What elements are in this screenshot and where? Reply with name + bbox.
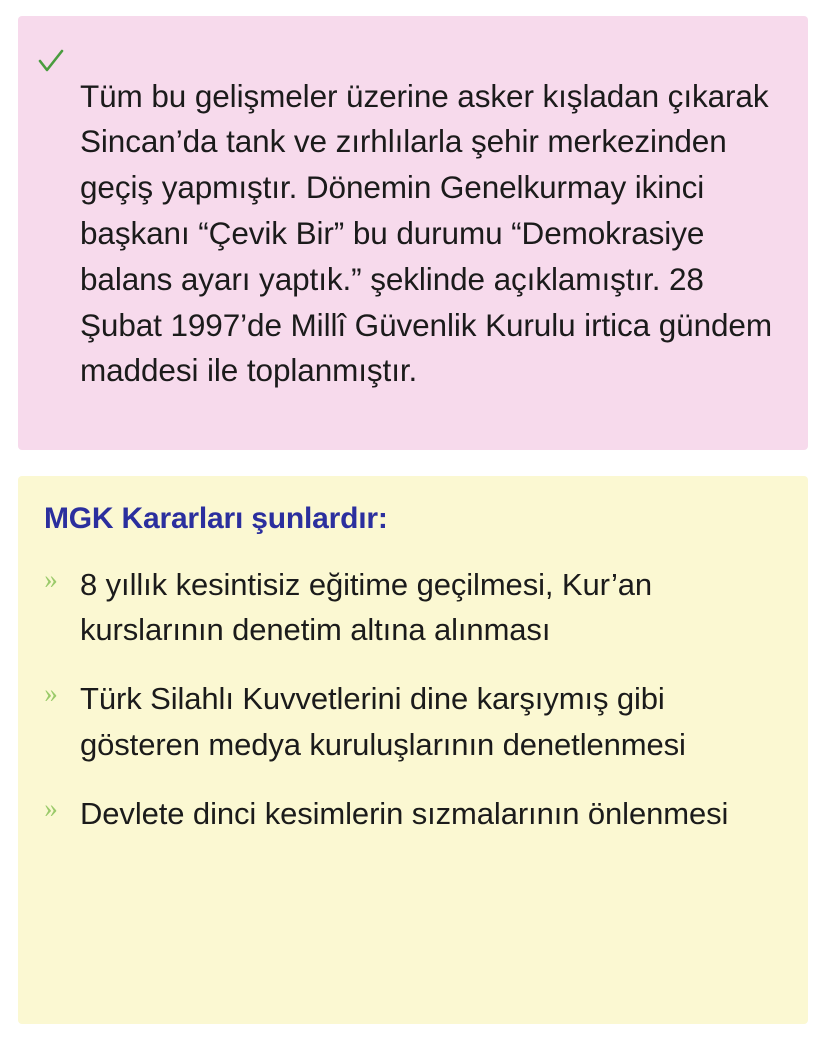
pink-paragraph: Tüm bu gelişmeler üzerine asker kışladan çıkarak Sincan’da tank ve zırhlılarla şehir merkezinden geçiş yapmıştır. Dönemin Genelkurmay ikinci başkanı “Çevik Bir” bu durumu “Demokrasiye balans ayarı yaptık.” şeklinde açıklamıştır. 28 Şubat 1997’de Millî Güvenlik Kurulu irtica gündem maddesi ile toplanmıştır. [80,77,772,389]
pink-callout-card [18,16,808,450]
chevron-bullet-icon: » [44,678,58,709]
yellow-list-card [18,476,808,1024]
check-icon [38,48,64,78]
list-item [40,791,784,836]
chevron-bullet-icon: » [44,792,58,823]
list-item [40,562,784,653]
section-heading: MGK Kararları şunlardır: [44,501,388,535]
chevron-bullet-icon: » [44,563,58,594]
list-item-text: 8 yıllık kesintisiz eğitime geçilmesi, Kur’an kurslarının denetim altına alınması [80,566,653,648]
list-item-text: Türk Silahlı Kuvvetlerini dine karşıymış gibi gösteren medya kuruluşlarının denetlenmesi [80,681,686,762]
list-item [40,676,784,767]
bullet-list [40,562,784,836]
list-item-text: Devlete dinci kesimlerin sızmalarının önlenmesi [80,795,729,831]
